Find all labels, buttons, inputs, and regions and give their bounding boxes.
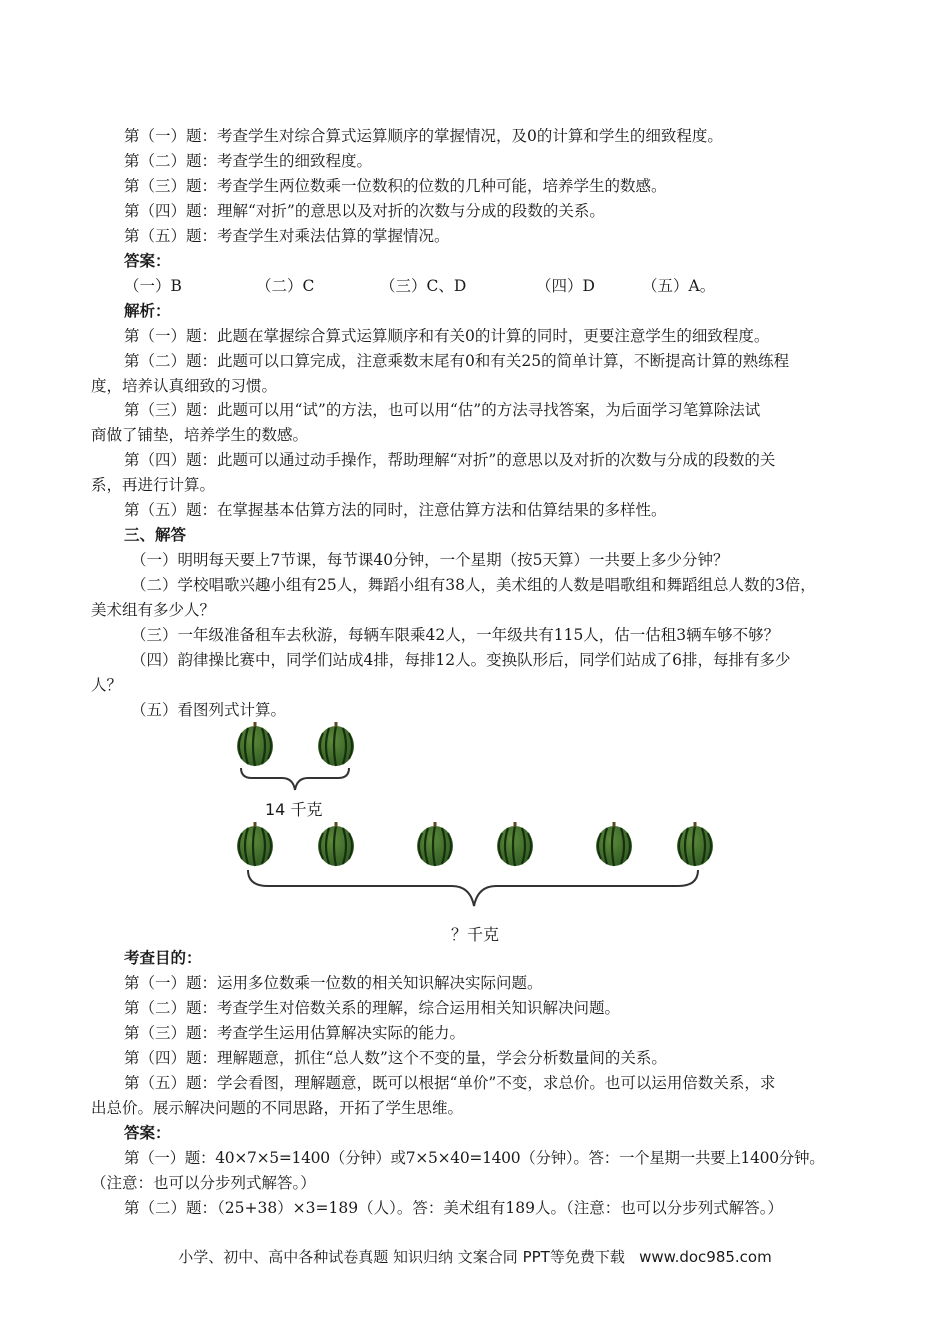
purpose2-line-4: 第（四）题：理解题意，抓住“总人数”这个不变的量，学会分析数量间的关系。 xyxy=(124,1049,667,1067)
answer-heading: 答案： xyxy=(124,252,171,270)
question-2: （二）学校唱歌兴趣小组有25人，舞蹈小组有38人，美术组的人数是唱歌组和舞蹈组总人数的3倍， xyxy=(131,576,816,594)
footer-link[interactable]: www.doc985.com xyxy=(639,1248,772,1266)
analysis-line-8: 第（五）题：在掌握基本估算方法的同时，注意估算方法和估算结果的多样性。 xyxy=(124,501,667,519)
analysis-line-3: 度，培养认真细致的习惯。 xyxy=(91,377,278,395)
purpose2-line-2: 第（二）题：考查学生对倍数关系的理解，综合运用相关知识解决问题。 xyxy=(124,999,621,1017)
question-4-cont: 人？ xyxy=(91,676,123,694)
purpose2-line-3: 第（三）题：考查学生运用估算解决实际的能力。 xyxy=(124,1024,466,1042)
watermelon-icon xyxy=(596,822,632,866)
watermelon-icon xyxy=(237,722,273,766)
watermelon-icon xyxy=(677,822,713,866)
analysis-line-5: 商做了铺垫，培养学生的数感。 xyxy=(91,426,309,444)
purpose-line-2: 第（二）题：考查学生的细致程度。 xyxy=(124,152,373,170)
analysis-line-1: 第（一）题：此题在掌握综合算式运算顺序和有关0的计算的同时，更要注意学生的细致程度。 xyxy=(124,327,770,345)
question-4: （四）韵律操比赛中，同学们站成4排，每排12人。变换队形后，同学们站成了6排，每排有多少 xyxy=(131,651,791,669)
top-weight-label: 14 千克 xyxy=(265,800,323,819)
purpose-line-3: 第（三）题：考查学生两位数乘一位数积的位数的几种可能，培养学生的数感。 xyxy=(124,177,667,195)
watermelon-icon xyxy=(497,822,533,866)
analysis-line-4: 第（三）题：此题可以用“试”的方法，也可以用“估”的方法寻找答案，为后面学习笔算除法试 xyxy=(124,401,761,419)
purpose2-line-5: 第（五）题：学会看图，理解题意，既可以根据“单价”不变，求总价。也可以运用倍数关系，求 xyxy=(124,1074,776,1092)
purpose-heading: 考查目的： xyxy=(124,949,202,967)
bottom-brace xyxy=(248,870,698,906)
question-1: （一）明明每天要上7节课，每节课40分钟，一个星期（按5天算）一共要上多少分钟？ xyxy=(131,551,729,569)
analysis-line-7: 系，再进行计算。 xyxy=(91,476,216,494)
answer-heading-2: 答案： xyxy=(124,1124,171,1142)
analysis-heading: 解析： xyxy=(124,302,171,320)
purpose-line-5: 第（五）题：考查学生对乘法估算的掌握情况。 xyxy=(124,227,450,245)
choice-answer-2: （二）C xyxy=(256,277,315,295)
purpose2-line-6: 出总价。展示解决问题的不同思路，开拓了学生思维。 xyxy=(91,1099,464,1117)
bottom-weight-label: ？千克 xyxy=(451,925,500,944)
question-2-cont: 美术组有多少人？ xyxy=(91,601,216,619)
top-brace xyxy=(241,768,349,790)
answer2-line-1: 第（一）题：40×7×5=1400（分钟）或7×5×40=1400（分钟）。答：一个星期一共要上1400分钟。 xyxy=(124,1149,825,1167)
section-title: 三、解答 xyxy=(124,526,187,544)
analysis-line-2: 第（二）题：此题可以口算完成，注意乘数末尾有0和有关25的简单计算，不断提高计算的熟练程 xyxy=(124,352,790,370)
watermelon-icon xyxy=(417,822,453,866)
analysis-line-6: 第（四）题：此题可以通过动手操作，帮助理解“对折”的意思以及对折的次数与分成的段数的关 xyxy=(124,451,776,469)
choice-answer-3: （三）C、D xyxy=(380,277,467,295)
choice-answer-5: （五）A。 xyxy=(642,277,716,295)
purpose-line-1: 第（一）题：考查学生对综合算式运算顺序的掌握情况，及0的计算和学生的细致程度。 xyxy=(124,127,723,145)
question-3: （三）一年级准备租车去秋游，每辆车限乘42人，一年级共有115人，估一估租3辆车够不够？ xyxy=(131,626,780,644)
purpose-line-4: 第（四）题：理解“对折”的意思以及对折的次数与分成的段数的关系。 xyxy=(124,202,605,220)
watermelon-icon xyxy=(318,722,354,766)
question-5: （五）看图列式计算。 xyxy=(131,701,287,719)
watermelon-icon xyxy=(237,822,273,866)
footer-text: 小学、初中、高中各种试卷真题 知识归纳 文案合同 PPT等免费下载 xyxy=(178,1248,625,1266)
choice-answer-1: （一）B xyxy=(124,277,182,295)
page-footer xyxy=(0,1246,950,1267)
watermelon-icon xyxy=(318,822,354,866)
purpose2-line-1: 第（一）题：运用多位数乘一位数的相关知识解决实际问题。 xyxy=(124,974,543,992)
answer2-line-3: 第（二）题：（25+38）×3=189（人）。答：美术组有189人。（注意：也可以分步列式解答。） xyxy=(124,1199,783,1217)
answer2-line-2: （注意：也可以分步列式解答。） xyxy=(91,1174,316,1192)
choice-answer-4: （四）D xyxy=(536,277,595,295)
